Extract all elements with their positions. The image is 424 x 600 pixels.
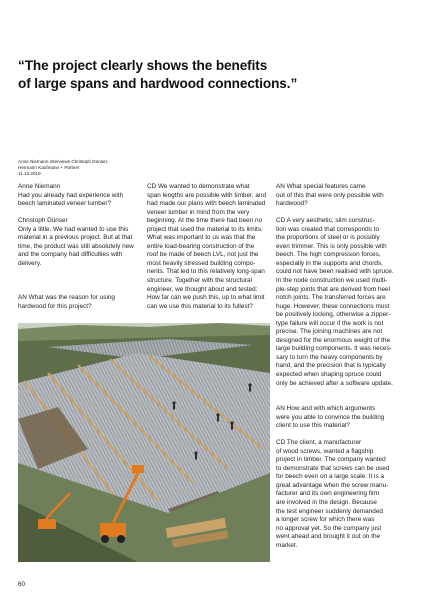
col3-line: designed for the enormous weight of the bbox=[276, 336, 391, 344]
headline-line-2: of large spans and hardwood connections.” bbox=[18, 75, 298, 91]
col3b-line: went ahead and brought it out on the bbox=[276, 533, 381, 541]
text-column-3-continued bbox=[276, 405, 406, 550]
col3b-line: client to use this material? bbox=[276, 422, 350, 430]
col1-line: hardwood for this project? bbox=[18, 302, 92, 310]
col2-line: project that used the material to its limits. bbox=[147, 225, 263, 233]
col3b-line: project in timber. The company wanted bbox=[276, 456, 386, 464]
col3-line: be positively locking, otherwise a zipper- bbox=[276, 311, 391, 319]
col1-line: time, the product was still absolutely new bbox=[18, 242, 134, 250]
col1-line: Had you already had experience with bbox=[18, 191, 124, 199]
col2-line: most heavily stressed building compo- bbox=[147, 259, 256, 267]
text-column-3 bbox=[276, 183, 406, 388]
col3-line: expected when shaping spruce could bbox=[276, 371, 382, 379]
col3-line: CD A very aesthetic, slim construc- bbox=[276, 217, 375, 225]
col2-line: can we use this material to its fullest? bbox=[147, 302, 253, 310]
col1-line: delivery. bbox=[18, 259, 42, 267]
col2-line: entire load-bearing construction of the bbox=[147, 242, 255, 250]
headline-line-1: “The project clearly shows the benefits bbox=[18, 58, 268, 73]
col2-line: structure. Together with the structural bbox=[147, 277, 253, 285]
col3-line: notch joints. The transferred forces are bbox=[276, 294, 386, 302]
col2-line: veneer lumber in mind from the very bbox=[147, 208, 250, 216]
col3b-line bbox=[276, 431, 406, 440]
col3b-line: AN How and with which arguments bbox=[276, 405, 376, 412]
credits-line-1: Anne Niemann interviews Christoph Dünser, bbox=[18, 159, 109, 164]
col1-line bbox=[18, 268, 141, 277]
col3b-line: to demonstrate that screws can be used bbox=[276, 464, 390, 472]
col2-line: nents. That led to this relatively long-span bbox=[147, 268, 265, 276]
col1-line: material in a previous project. But at that bbox=[18, 234, 133, 242]
col3-line: huge. However, these connections must bbox=[276, 302, 390, 310]
col3b-line: the test engineer suddenly demanded bbox=[276, 507, 383, 515]
col3-line: hand, and the precision that is typically bbox=[276, 362, 386, 370]
col2-line: had made our plans with beech laminated bbox=[147, 200, 266, 208]
col3-line: could not have been realised with spruce. bbox=[276, 268, 394, 276]
text-column-2 bbox=[147, 183, 267, 311]
col3-line: large building components. It was neces- bbox=[276, 345, 392, 353]
col1-line bbox=[18, 286, 141, 295]
col3b-line: were you able to convince the building bbox=[276, 413, 385, 421]
col3-line: out of this that were only possible with bbox=[276, 191, 384, 199]
col3-line: type failure will occur if the work is not bbox=[276, 319, 384, 327]
col1-line bbox=[18, 277, 141, 286]
col3-line: especially in the supports and chords, bbox=[276, 259, 383, 267]
col3-line: AN What special features came bbox=[276, 183, 366, 190]
col2-line: engineer, we thought about and tested: bbox=[147, 285, 258, 293]
col3b-line: great advantage when the screw manu- bbox=[276, 481, 389, 489]
col3b-line: CD The client, a manufacturer bbox=[276, 439, 362, 447]
page-number: 60 bbox=[18, 581, 26, 588]
col3b-line: facturer and its own engineering firm bbox=[276, 490, 380, 498]
col3-line: precise. The joining machines are not bbox=[276, 328, 383, 336]
col3-line: the proportions of steel or is possibly bbox=[276, 234, 380, 242]
credits-line-2: Hermann Kaufmann + Partner bbox=[18, 165, 80, 171]
col3-line bbox=[276, 209, 406, 218]
col2-line: How far can we push this, up to what limit bbox=[147, 294, 265, 302]
col3b-line: a longer screw for which there was bbox=[276, 516, 375, 524]
col3-line: hardwood? bbox=[276, 200, 308, 208]
col1-line: Anne Niemann bbox=[18, 183, 61, 190]
col1-line: AN What was the reason for using bbox=[18, 294, 115, 302]
credits-date: 11.12.2019 bbox=[18, 171, 41, 177]
col2-line: beginning. At the time there had been no bbox=[147, 217, 263, 225]
col3b-line: are involved in the design. Because bbox=[276, 499, 377, 507]
col3b-line: market. bbox=[276, 541, 298, 549]
col3-line: In the node construction we used multi- bbox=[276, 277, 388, 285]
col1-line: and the company had difficulties with bbox=[18, 251, 123, 259]
col3-line: sary to turn the heavy components by bbox=[276, 353, 383, 361]
col3b-line: of wood screws, wanted a flagship bbox=[276, 447, 374, 455]
col1-line bbox=[18, 209, 141, 218]
col1-line: Only a little. We had wanted to use this bbox=[18, 225, 129, 233]
col3-line: ple-step joints that are derived from heel bbox=[276, 285, 391, 293]
col3-line: tion was created that corresponds to bbox=[276, 225, 380, 233]
col2-line: span lengths are possible with timber, and bbox=[147, 191, 267, 199]
col2-line: CD We wanted to demonstrate what bbox=[147, 183, 250, 190]
col3b-line: no approval yet. So the company just bbox=[276, 524, 382, 532]
construction-site-photo bbox=[18, 323, 270, 562]
col3-line: beech. The high compression forces, bbox=[276, 251, 381, 259]
col2-line: roof be made of beech LVL, not just the bbox=[147, 251, 259, 259]
headline bbox=[18, 57, 408, 92]
col2-line: What was important to us was that the bbox=[147, 234, 256, 242]
col3-line: even trimmer. This is only possible with bbox=[276, 242, 387, 250]
interview-credits bbox=[18, 159, 168, 178]
col3-line: only be achieved after a software update. bbox=[276, 379, 393, 387]
col1-line: Christoph Dünser bbox=[18, 217, 68, 225]
col3b-line: for beech even on a large scale. It is a bbox=[276, 473, 384, 481]
col1-line: beech laminated veneer lumber? bbox=[18, 200, 112, 208]
text-column-1 bbox=[18, 183, 141, 311]
